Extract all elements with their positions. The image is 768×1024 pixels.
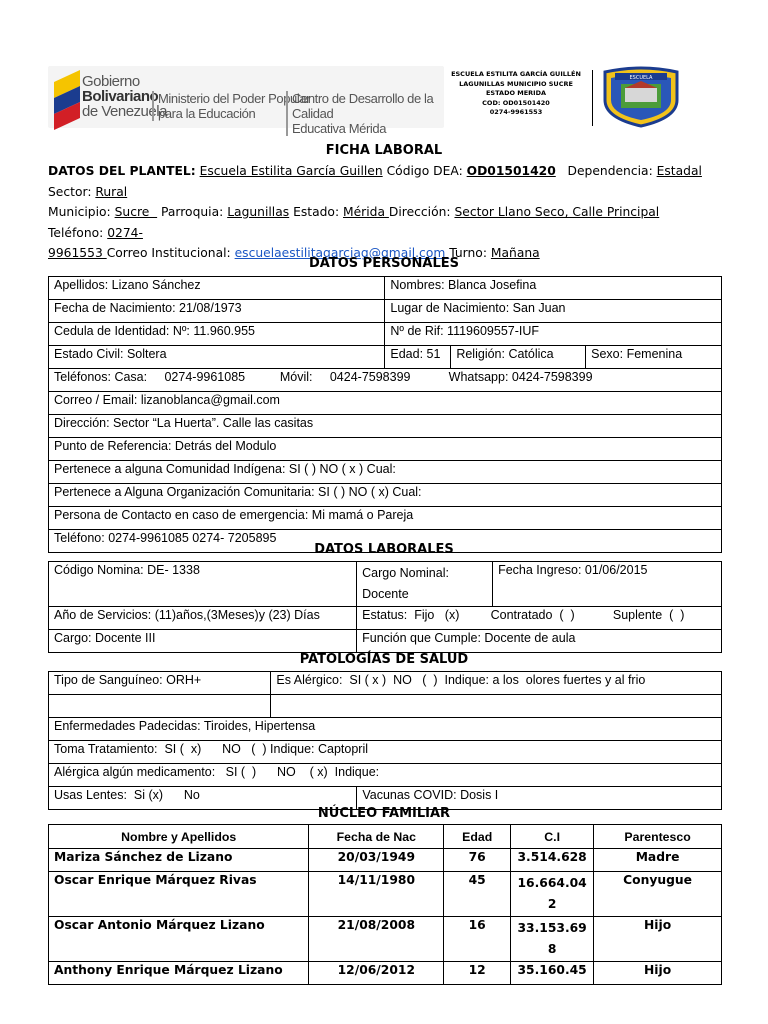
sanguineo-cell: Tipo de Sanguíneo: ORH+ [49, 672, 271, 695]
cargo-cell: Cargo: Docente III [49, 630, 357, 653]
sexo-cell: Sexo: Femenina [586, 346, 722, 369]
municipio-label: Municipio: [48, 205, 115, 219]
plantel-info [48, 161, 718, 264]
section-title-salud: PATOLOGÍAS DE SALUD [299, 652, 469, 667]
section-title-personales: DATOS PERSONALES [309, 256, 459, 271]
lugar-nac-cell: Lugar de Nacimiento: San Juan [385, 300, 722, 323]
laborales-table [48, 561, 722, 653]
familia-parentesco: Conyugue [594, 872, 722, 917]
anos-servicio-cell: Año de Servicios: (11)años,(3Meses)y (23) Días [49, 607, 357, 630]
familia-fecha: 20/03/1949 [309, 849, 444, 872]
centro-line-1: Centro de Desarrollo de la Calidad [292, 91, 434, 121]
apellidos-cell: Apellidos: Lizano Sánchez [49, 277, 385, 300]
edad-cell: Edad: 51 [385, 346, 451, 369]
ministerio-line-1: Ministerio del Poder Popular [158, 91, 311, 106]
covid-cell: Vacunas COVID: Dosis I [357, 787, 722, 810]
cedula-cell: Cedula de Identidad: Nº: 11.960.955 [49, 323, 385, 346]
enfermedades-cell: Enfermedades Padecidas: Tiroides, Hipertensa [49, 718, 722, 741]
header-ci: C.I [511, 825, 594, 849]
personales-table [48, 276, 722, 553]
plantel-nombre: Escuela Estilita García Guillen [199, 164, 383, 178]
school-shield-icon [601, 66, 681, 132]
empty-cell [271, 695, 722, 718]
table-row [49, 917, 722, 962]
shield-caption: ESCUELA [629, 75, 653, 81]
familia-edad: 12 [444, 962, 511, 985]
indigena-cell: Pertenece a alguna Comunidad Indígena: SI ( ) NO ( x ) Cual: [49, 461, 722, 484]
alergico-cell: Es Alérgico: SI ( x ) NO ( ) Indique: a los olores fuertes y al frio [271, 672, 722, 695]
header-edad: Edad [444, 825, 511, 849]
gobierno-line-2: Bolivariano [82, 88, 159, 105]
centro-text [286, 91, 444, 136]
familia-ci: 35.160.45 [511, 962, 594, 985]
telefono-value-cont: 9961553 [48, 246, 107, 260]
school-info-line: ESTADO MERIDA [485, 89, 547, 97]
funcion-cell: Función que Cumple: Docente de aula [357, 630, 722, 653]
table-row [49, 962, 722, 985]
direccion-value: Sector Llano Seco, Calle Principal [454, 205, 660, 219]
venezuela-flag-icon [54, 72, 80, 120]
familia-parentesco: Hijo [594, 917, 722, 962]
nombres-cell: Nombres: Blanca Josefina [385, 277, 722, 300]
familia-edad: 76 [444, 849, 511, 872]
sector-label: Sector: [48, 184, 96, 199]
school-info-line: ESCUELA ESTILITA GARCÍA GUILLÉN [451, 70, 581, 78]
familia-edad: 16 [444, 917, 511, 962]
header-fecha: Fecha de Nac [309, 825, 444, 849]
section-title-familia: NÚCLEO FAMILIAR [317, 806, 451, 821]
gobierno-line-3: de Venezuela [82, 103, 167, 120]
page-title: FICHA LABORAL [325, 143, 443, 158]
familia-nombre: Mariza Sánchez de Lizano [49, 849, 309, 872]
cargo-nominal-cell: Cargo Nominal: Docente [357, 562, 493, 607]
sector-value: Rural [95, 184, 128, 199]
school-info-line: COD: OD01501420 [482, 98, 550, 107]
religion-cell: Religión: Católica [451, 346, 586, 369]
familia-ci: 16.664.042 [511, 872, 594, 917]
gobierno-line-1: Gobierno [82, 73, 140, 90]
referencia-cell: Punto de Referencia: Detrás del Modulo [49, 438, 722, 461]
familia-ci: 3.514.628 [511, 849, 594, 872]
school-info [450, 70, 582, 118]
organizacion-cell: Pertenece a Alguna Organización Comunitaria: SI ( ) NO ( x) Cual: [49, 484, 722, 507]
familia-edad: 45 [444, 872, 511, 917]
plantel-label: DATOS DEL PLANTEL: [48, 164, 196, 178]
centro-line-2: Educativa Mérida [292, 121, 387, 136]
section-title-laborales: DATOS LABORALES [314, 542, 454, 557]
familia-parentesco: Madre [594, 849, 722, 872]
familia-fecha: 21/08/2008 [309, 917, 444, 962]
telefonos-cell: Teléfonos: Casa: 0274-9961085 Móvil: 0424-7598399 Whatsapp: 0424-7598399 [49, 369, 722, 392]
school-info-line: LAGUNILLAS MUNICIPIO SUCRE [459, 79, 573, 88]
turno-label: Turno: [449, 246, 491, 260]
codigo-dea: OD01501420 [466, 164, 556, 178]
estado-value: Mérida [343, 205, 389, 219]
turno-value: Mañana [490, 246, 540, 260]
header-nombre: Nombre y Apellidos [49, 825, 309, 849]
direccion-cell: Dirección: Sector “La Huerta”. Calle las casitas [49, 415, 722, 438]
medicamento-cell: Alérgica algún medicamento: SI ( ) NO ( x) Indique: [49, 764, 722, 787]
codigo-label: Código DEA: [382, 164, 467, 178]
dependencia-label: Dependencia: [555, 164, 657, 178]
empty-cell [49, 695, 271, 718]
parroquia-label: Parroquia: [157, 205, 228, 219]
estatus-cell: Estatus: Fijo (x) Contratado ( ) Suplente ( ) [357, 607, 722, 630]
direccion-label: Dirección: [388, 205, 455, 219]
estado-civil-cell: Estado Civil: Soltera [49, 346, 385, 369]
lentes-cell: Usas Lentes: Si (x) No [49, 787, 357, 810]
estado-label: Estado: [289, 205, 343, 219]
document-header [48, 64, 720, 136]
dependencia-value: Estadal [656, 164, 702, 178]
fecha-nac-cell: Fecha de Nacimiento: 21/08/1973 [49, 300, 385, 323]
header-divider [592, 70, 593, 126]
table-row [49, 872, 722, 917]
familia-header-row [49, 825, 722, 849]
familia-parentesco: Hijo [594, 962, 722, 985]
telefono-contacto-cell: Teléfono: 0274-9961085 0274- 7205895 [49, 530, 722, 553]
familia-nombre: Oscar Enrique Márquez Rivas [49, 872, 309, 917]
familia-fecha: 12/06/2012 [309, 962, 444, 985]
familia-table [48, 824, 722, 985]
government-banner [48, 66, 444, 136]
correo-cell: Correo / Email: lizanoblanca@gmail.com [49, 392, 722, 415]
table-row [49, 849, 722, 872]
correo-label: Correo Institucional: [106, 246, 235, 260]
rif-cell: Nº de Rif: 1119609557-IUF [385, 323, 722, 346]
telefono-label: Teléfono: [48, 225, 108, 240]
familia-fecha: 14/11/1980 [309, 872, 444, 917]
municipio-value: Sucre [114, 205, 158, 219]
header-parentesco: Parentesco [594, 825, 722, 849]
contacto-cell: Persona de Contacto en caso de emergencia: Mi mamá o Pareja [49, 507, 722, 530]
ministerio-line-2: para la Educación [158, 106, 256, 121]
salud-table [48, 671, 722, 810]
school-info-line: 0274-9961553 [489, 108, 543, 116]
tratamiento-cell: Toma Tratamiento: SI ( x) NO ( ) Indique: Captopril [49, 741, 722, 764]
codigo-nomina-cell: Código Nomina: DE- 1338 [49, 562, 357, 607]
correo-link[interactable]: escuelaestilitagarciag@gmail.com [234, 246, 450, 260]
familia-ci: 33.153.698 [511, 917, 594, 962]
familia-nombre: Oscar Antonio Márquez Lizano [49, 917, 309, 962]
fecha-ingreso-cell: Fecha Ingreso: 01/06/2015 [493, 562, 722, 607]
telefono-value: 0274- [107, 225, 143, 240]
familia-nombre: Anthony Enrique Márquez Lizano [49, 962, 309, 985]
parroquia-value: Lagunillas [227, 205, 290, 219]
